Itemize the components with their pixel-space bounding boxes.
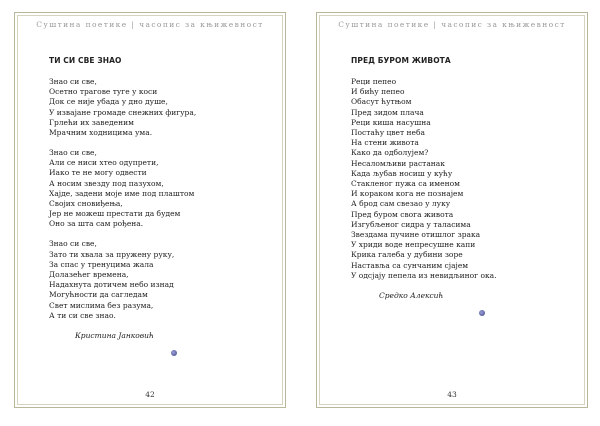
stanza xyxy=(49,77,269,138)
poem-line: Пред зидом плача xyxy=(351,107,424,117)
poem-line: Крика галеба у дубини зоре xyxy=(351,250,463,260)
ornament-dot-icon xyxy=(479,310,485,316)
poem-line: Наставља са сунчаним сјајем xyxy=(351,260,469,270)
poem-line: Јер не можеш престати да будем xyxy=(49,209,181,219)
poem-line: У хриди воде непресушне капи xyxy=(351,240,476,250)
stanza xyxy=(49,239,269,321)
stanza xyxy=(351,77,571,281)
poem-body xyxy=(351,77,571,316)
stanza xyxy=(49,148,269,230)
page-header: Суштина поетике | часопис за књижевност xyxy=(338,20,566,29)
poem-title: ПРЕД БУРОМ ЖИВОТА xyxy=(351,56,451,65)
poem-line: Несаломљиви растанак xyxy=(351,158,445,168)
left-page xyxy=(14,12,286,408)
poem-line: Иако те не могу одвести xyxy=(49,168,147,178)
poem-line: Знао си све, xyxy=(49,239,97,249)
poem-line: Пред буром свога живота xyxy=(351,209,454,219)
poem-line: Својих сновиђења, xyxy=(49,199,123,209)
poem-line: Долазећег времена, xyxy=(49,270,129,280)
ornament-dot-icon xyxy=(171,350,177,356)
poem-title: ТИ СИ СВЕ ЗНАО xyxy=(49,56,122,65)
poem-line: Постаћу цвет неба xyxy=(351,128,425,138)
poem-line: Зато ти хвала за пружену руку, xyxy=(49,249,175,259)
poem-line: Али се ниси хтео одупрети, xyxy=(49,158,159,168)
poem-line: Знао си све, xyxy=(49,77,97,86)
poem-author: Кристина Јанковић xyxy=(75,330,154,340)
poem-line: У одсјају пепела из невидљиног ока. xyxy=(351,270,497,280)
poem-line: Знао си све, xyxy=(49,148,97,158)
poem-line: Док се није убада у дно душе, xyxy=(49,97,168,107)
poem-line: Осетно трагове туге у коси xyxy=(49,87,158,97)
poem-line: Звездама пучине отишлог зрака xyxy=(351,230,481,240)
poem-line: Могућности да сагледам xyxy=(49,290,148,300)
poem-line: Обасут ћутњом xyxy=(351,97,412,107)
poem-line: Оно за шта сам рођена. xyxy=(49,219,144,229)
poem-line: Мрачним ходницима ума. xyxy=(49,128,153,138)
poem-line: А носим звезду под пазухом, xyxy=(49,178,164,188)
poem-line: Реци пепео xyxy=(351,77,397,86)
right-page xyxy=(316,12,588,408)
poem-line: Када љубав носиш у кућу xyxy=(351,168,453,178)
poem-line: Како да одболујем? xyxy=(351,148,429,158)
poem-line: Реци киша насушна xyxy=(351,117,431,127)
poem-line: Хајде, задени моје име под плаштом xyxy=(49,188,195,198)
poem-line: И кораком кога не познајем xyxy=(351,189,464,199)
poem-line: Надахнута дотичем небо изнад xyxy=(49,280,174,290)
poem-line: Свет мислима без разума, xyxy=(49,300,154,310)
poem-line: А брод сам свезао у луку xyxy=(351,199,451,209)
page-number: 42 xyxy=(145,390,155,399)
poem-line: За спас у тренуцима жала xyxy=(49,259,154,269)
poem-line: А ти си све знао. xyxy=(49,310,116,320)
page-number: 43 xyxy=(447,390,457,399)
poem-author: Средко Алексић xyxy=(379,290,444,300)
poem-line: На стени живота xyxy=(351,138,419,148)
poem-body xyxy=(49,77,269,356)
page-header: Суштина поетике | часопис за књижевност xyxy=(36,20,264,29)
poem-line: У извајане громаде снежних фигура, xyxy=(49,107,197,117)
poem-line: Грлећи их заведеним xyxy=(49,117,134,127)
poem-line: Изгубљеног сидра у таласима xyxy=(351,219,471,229)
poem-line: И бићу пепео xyxy=(351,87,405,97)
poem-line: Стакленог пужа са именом xyxy=(351,179,460,189)
